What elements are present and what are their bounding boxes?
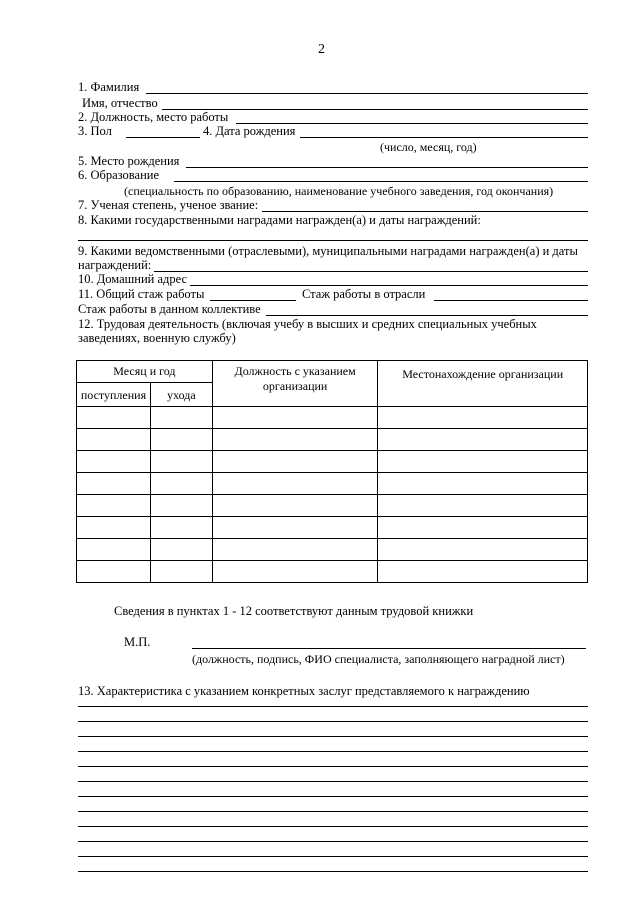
- col-month-year: Месяц и год: [77, 361, 213, 383]
- table-cell[interactable]: [77, 429, 151, 451]
- table-row[interactable]: [77, 451, 588, 473]
- characteristic-line[interactable]: [78, 811, 588, 812]
- characteristic-line[interactable]: [78, 706, 588, 707]
- field-sex-line[interactable]: [126, 137, 200, 138]
- field-surname-line[interactable]: [146, 93, 588, 94]
- table-cell[interactable]: [212, 561, 378, 583]
- field-sex-label: 3. Пол: [78, 124, 112, 138]
- table-cell[interactable]: [212, 495, 378, 517]
- characteristic-label: 13. Характеристика с указанием конкретных заслуг представляемого к награждению: [78, 684, 530, 698]
- table-row[interactable]: [77, 473, 588, 495]
- table-cell[interactable]: [77, 517, 151, 539]
- characteristic-line[interactable]: [78, 871, 588, 872]
- table-cell[interactable]: [77, 495, 151, 517]
- field-degree-label: 7. Ученая степень, ученое звание:: [78, 198, 259, 212]
- table-cell[interactable]: [150, 473, 212, 495]
- table-cell[interactable]: [378, 495, 588, 517]
- field-total-exp-line[interactable]: [210, 300, 296, 301]
- table-cell[interactable]: [378, 561, 588, 583]
- col-admission: поступления: [77, 383, 151, 407]
- characteristic-line[interactable]: [78, 856, 588, 857]
- characteristic-line[interactable]: [78, 826, 588, 827]
- field-dept-awards-line[interactable]: [154, 271, 588, 272]
- characteristic-line[interactable]: [78, 736, 588, 737]
- signature-hint: (должность, подпись, ФИО специалиста, заполняющего наградной лист): [192, 652, 565, 666]
- stamp-label: М.П.: [124, 635, 151, 649]
- confirmation-text: Сведения в пунктах 1 - 12 соответствуют данным трудовой книжки: [114, 604, 474, 618]
- table-cell[interactable]: [150, 539, 212, 561]
- table-cell[interactable]: [212, 429, 378, 451]
- table-cell[interactable]: [150, 407, 212, 429]
- table-cell[interactable]: [77, 451, 151, 473]
- table-cell[interactable]: [150, 495, 212, 517]
- table-cell[interactable]: [378, 451, 588, 473]
- field-position-label: 2. Должность, место работы: [78, 110, 229, 124]
- field-birthplace-label: 5. Место рождения: [78, 154, 180, 168]
- field-degree-line[interactable]: [262, 211, 588, 212]
- table-row[interactable]: [77, 429, 588, 451]
- field-dept-awards-label-2: награждений:: [78, 258, 152, 272]
- table-cell[interactable]: [150, 429, 212, 451]
- table-cell[interactable]: [378, 539, 588, 561]
- table-row[interactable]: [77, 517, 588, 539]
- table-cell[interactable]: [212, 451, 378, 473]
- col-location: Местонахождение организации: [378, 361, 588, 407]
- characteristic-line[interactable]: [78, 751, 588, 752]
- field-industry-exp-line[interactable]: [434, 300, 588, 301]
- work-history-table: [76, 360, 588, 583]
- field-birthdate-label: 4. Дата рождения: [203, 124, 296, 138]
- field-birthdate-hint: (число, месяц, год): [380, 140, 477, 154]
- field-team-exp-label: Стаж работы в данном коллективе: [78, 302, 261, 316]
- table-cell[interactable]: [378, 517, 588, 539]
- col-departure: ухода: [150, 383, 212, 407]
- table-cell[interactable]: [378, 473, 588, 495]
- table-cell[interactable]: [77, 407, 151, 429]
- field-work-history-label: 12. Трудовая деятельность (включая учебу в высших и средних специальных учебных: [78, 317, 537, 331]
- col-position: [212, 361, 378, 407]
- table-cell[interactable]: [212, 473, 378, 495]
- characteristic-line[interactable]: [78, 721, 588, 722]
- field-total-exp-label: 11. Общий стаж работы: [78, 287, 205, 301]
- field-team-exp-line[interactable]: [266, 315, 588, 316]
- characteristic-line[interactable]: [78, 841, 588, 842]
- col-position-line-2: организации: [262, 379, 328, 393]
- table-cell[interactable]: [77, 539, 151, 561]
- signature-line[interactable]: [192, 648, 586, 649]
- table-cell[interactable]: [378, 407, 588, 429]
- col-position-line-1: Должность с указанием: [234, 364, 356, 378]
- field-education-line[interactable]: [174, 181, 588, 182]
- table-row[interactable]: [77, 407, 588, 429]
- table-cell[interactable]: [77, 473, 151, 495]
- field-address-line[interactable]: [190, 285, 588, 286]
- field-work-history-label-2: заведениях, военную службу): [78, 331, 236, 345]
- table-row[interactable]: [77, 561, 588, 583]
- field-state-awards-label: 8. Какими государственными наградами награжден(а) и даты награждений:: [78, 213, 481, 227]
- characteristic-line[interactable]: [78, 781, 588, 782]
- table-cell[interactable]: [77, 561, 151, 583]
- field-surname-label: 1. Фамилия: [78, 80, 140, 94]
- field-state-awards-line[interactable]: [78, 240, 588, 241]
- table-cell[interactable]: [150, 517, 212, 539]
- table-row[interactable]: [77, 495, 588, 517]
- field-education-hint: (специальность по образованию, наименование учебного заведения, год окончания): [124, 184, 554, 198]
- field-birthdate-line[interactable]: [300, 137, 588, 138]
- field-address-label: 10. Домашний адрес: [78, 272, 188, 286]
- field-birthplace-line[interactable]: [186, 167, 588, 168]
- table-cell[interactable]: [212, 517, 378, 539]
- table-cell[interactable]: [378, 429, 588, 451]
- page-number: 2: [318, 42, 325, 57]
- field-name-label: Имя, отчество: [82, 96, 158, 110]
- field-dept-awards-label: 9. Какими ведомственными (отраслевыми), муниципальными наградами награжден(а) и даты: [78, 244, 578, 258]
- table-cell[interactable]: [150, 451, 212, 473]
- table-cell[interactable]: [212, 407, 378, 429]
- table-cell[interactable]: [212, 539, 378, 561]
- field-industry-exp-label: Стаж работы в отрасли: [302, 287, 426, 301]
- table-cell[interactable]: [150, 561, 212, 583]
- table-row[interactable]: [77, 539, 588, 561]
- field-education-label: 6. Образование: [78, 168, 160, 182]
- characteristic-line[interactable]: [78, 796, 588, 797]
- characteristic-line[interactable]: [78, 766, 588, 767]
